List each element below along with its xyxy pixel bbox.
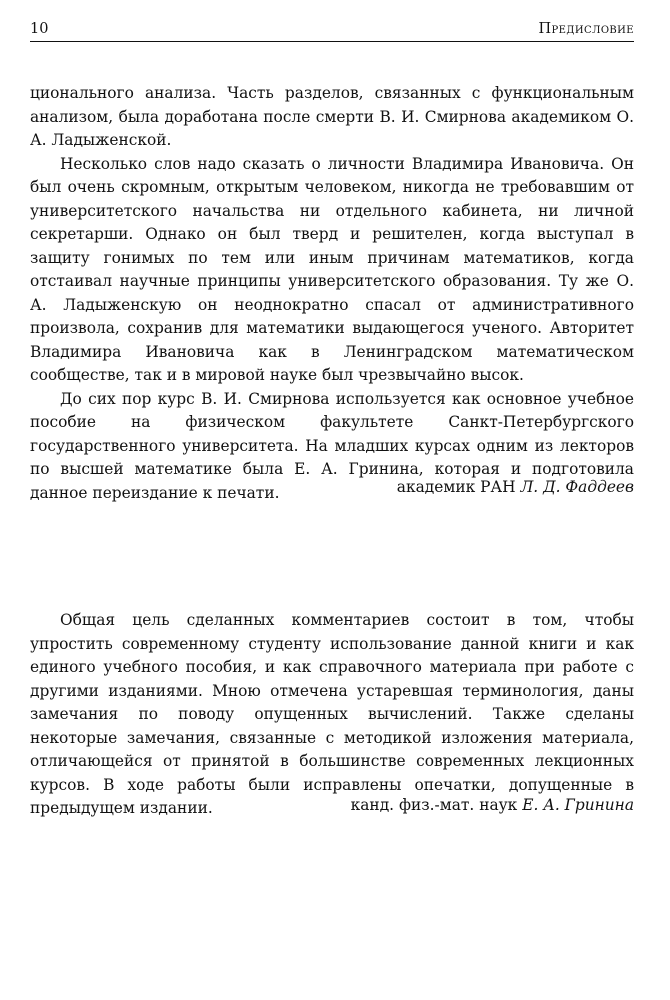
- signature-title: академик РАН: [396, 478, 516, 496]
- foreword-text-faddeev: [30, 82, 634, 505]
- foreword-text-grinina: [30, 609, 634, 821]
- paragraph: ционального анализа. Часть разделов, связанных с функциональным анализом, была доработана после смерти В. И. Смирнова академиком О. А. Ладыженской.: [30, 84, 634, 149]
- signature-name: Л. Д. Фаддеев: [520, 478, 634, 496]
- signature-title: канд. физ.-мат. наук: [350, 796, 518, 814]
- paragraph: До сих пор курс В. И. Смирнова используется как основное учебное пособие на физическом факультете Санкт-Петербургского государственного университета. На младших курсах одним из лекторов по высшей математике была Е. А. Гринина, которая и подготовила данное переиздание к печати.: [30, 389, 634, 502]
- page-header: [30, 16, 634, 42]
- page-number: 10: [30, 21, 49, 37]
- paragraph: Общая цель сделанных комментариев состоит в том, чтобы упростить современному студенту использование данной книги и как единого учебного пособия, и как справочного материала при работе с другими изданиями. Мною отмечена устаревшая терминология, даны замечания по поводу опущенных вычислений. Также сделаны некоторые замечания, связанные с методикой изложения материала, отличающейся от принятой в большинстве современных лекционных курсов. В ходе работы были исправлены опечатки, допущенные в предыдущем издании.: [30, 611, 634, 817]
- signature-name: Е. А. Гринина: [522, 796, 634, 814]
- signature-grinina: [351, 794, 634, 818]
- signature-faddeev: [397, 476, 634, 500]
- running-title: Предисловие: [538, 21, 634, 37]
- paragraph: Несколько слов надо сказать о личности Владимира Ивановича. Он был очень скромным, открытым человеком, никогда не требовавшим от университетского начальства ни отдельного кабинета, ни личной секретарши. Однако он был тверд и решителен, когда выступал в защиту гонимых по тем или иным причинам математиков, когда отстаивал научные принципы университетского образования. Ту же О. А. Ладыженскую он неоднократно спасал от административного произвола, сохранив для математики выдающегося ученого. Авторитет Владимира Ивановича как в Ленинградском математическом сообществе, так и в мировой науке был чрезвычайно высок.: [30, 154, 634, 384]
